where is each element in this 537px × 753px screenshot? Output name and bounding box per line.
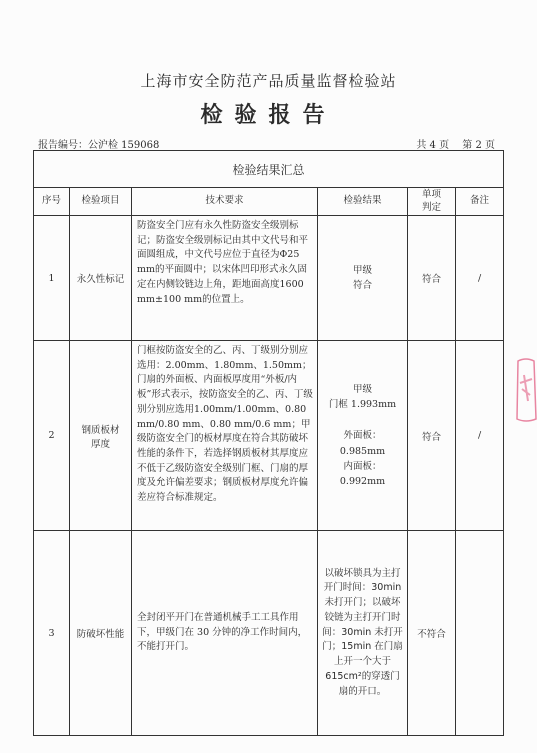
summary-title: 检验结果汇总: [34, 151, 504, 188]
page-count: 共 4 页 第 2 页: [416, 140, 495, 151]
judgement: 符合: [408, 216, 456, 341]
test-item: 防破坏性能: [70, 531, 132, 736]
technical-requirement: 门框按防盗安全的乙、丙、丁级别分别应选用：2.00mm、1.80mm、1.50mm；门扇的外面板、内面板厚度用“外板/内板”形式表示，按防盗安全的乙、丙、丁级别分别应选用1.00mm/1.00mm、0.80 mm/0.80 mm、0.80 mm/0.6 mm；甲级防盗安全门的板材厚度在符合其防破坏性能的条件下，若选择钢质板材其厚度应不低于乙级防盗安全级别门框、门扇的厚度及允许偏差要求；钢质板材厚度允许偏差应符合标准规定。: [132, 341, 318, 531]
remark: /: [456, 341, 504, 531]
technical-requirement: 全封闭平开门在普通机械手工工具作用下，甲级门在 30 分钟的净工作时间内，不能打开门。: [132, 531, 318, 736]
judgement: 符合: [408, 341, 456, 531]
column-header: 检验结果: [318, 188, 408, 216]
column-header: 技术要求: [132, 188, 318, 216]
column-header: 检验项目: [70, 188, 132, 216]
test-result: 甲级 符合: [318, 216, 408, 341]
remark: [456, 531, 504, 736]
test-item: 钢质板材厚度: [70, 341, 132, 531]
column-header: 单项判定: [408, 188, 456, 216]
row-number: 3: [34, 531, 70, 736]
table-header-row: [34, 188, 504, 216]
remark: /: [456, 216, 504, 341]
row-number: 2: [34, 341, 70, 531]
report-number: 报告编号：公沪检 159068: [38, 140, 160, 151]
document-title: 检验报告: [200, 102, 337, 128]
test-result: 甲级 门框 1.993mm 外面板：0.985mm 内面板：0.992mm: [318, 341, 408, 531]
column-header: 序号: [34, 188, 70, 216]
technical-requirement: 防盗安全门应有永久性防盗安全级别标记；防盗安全级别标记由其中文代号和平面圆组成，中文代号应位于直径为Φ25 mm的平面圆中；以宋体凹印形式永久固定在内侧铰链边上角，距地面高度1600 mm±100 mm的位置上。: [132, 216, 318, 341]
test-result: 以破坏锁具为主打开门时间：30min 未打开门；以破坏铰链为主打开门时间：30min 未打开门；15min 在门扇上开一个大于615cm²的穿透门扇的开口。: [318, 531, 408, 736]
org-name: 上海市安全防范产品质量监督检验站: [140, 72, 397, 90]
red-seal-stamp: [512, 355, 537, 425]
table-row: [34, 531, 504, 736]
column-header: 备注: [456, 188, 504, 216]
test-item: 永久性标记: [70, 216, 132, 341]
table-row: [34, 341, 504, 531]
table-row: [34, 216, 504, 341]
row-number: 1: [34, 216, 70, 341]
results-table: [33, 150, 504, 736]
judgement: 不符合: [408, 531, 456, 736]
